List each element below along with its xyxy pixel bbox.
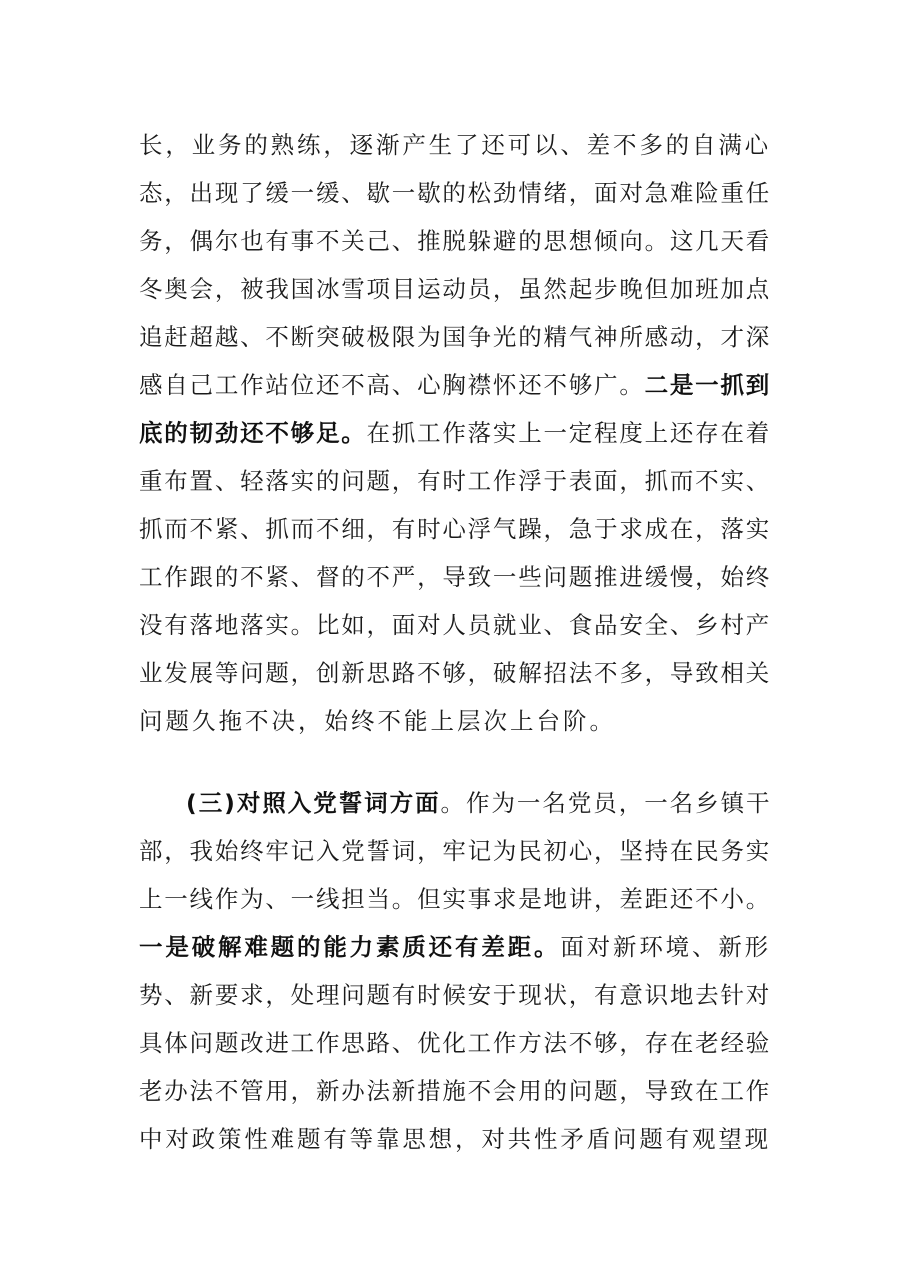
- text-segment: 面对新环境、新形: [560, 933, 772, 961]
- bold-text-segment: 一是破解难题的能力素质还有差距。: [139, 933, 561, 961]
- text-segment: 长，业务的熟练，逐渐产生了还可以、差不多的自满心: [139, 131, 771, 159]
- text-line: [139, 1115, 771, 1163]
- text-segment: 抓而不紧、抓而不细，有时心浮气躁，急于求成在，落实: [139, 515, 771, 543]
- text-segment: 上一线作为、一线担当。但实事求是地讲，差距还不小。: [139, 885, 771, 913]
- text-line: [139, 649, 771, 697]
- text-line: [139, 827, 771, 875]
- paragraph-2: [139, 779, 771, 1163]
- text-segment: 部，我始终牢记入党誓词，牢记为民初心，坚持在民务实: [139, 837, 771, 865]
- bold-text-segment: 二是一抓到: [644, 371, 771, 399]
- text-line: [139, 361, 771, 409]
- text-segment: 没有落地落实。比如，面对人员就业、食品安全、乡村产: [139, 611, 771, 639]
- text-line: [139, 505, 771, 553]
- text-segment: 态，出现了缓一缓、歇一歇的松劲情绪，面对急难险重任: [139, 179, 771, 207]
- text-line: [139, 169, 771, 217]
- bold-text-segment: (三)对照入党誓词方面: [186, 789, 441, 817]
- text-line: [139, 923, 771, 971]
- text-segment: 具体问题改进工作思路、优化工作方法不够，存在老经验: [139, 1029, 771, 1057]
- text-segment: 感自己工作站位还不高、心胸襟怀还不够广。: [139, 371, 645, 399]
- text-line: [139, 121, 771, 169]
- text-line: [139, 217, 771, 265]
- text-segment: 务，偶尔也有事不关己、推脱躲避的思想倾向。这几天看: [139, 227, 771, 255]
- text-line: [139, 875, 771, 923]
- text-line: [139, 601, 771, 649]
- text-line: [139, 553, 771, 601]
- text-segment: 问题久拖不决，始终不能上层次上台阶。: [139, 707, 616, 735]
- text-line: [139, 313, 771, 361]
- text-segment: 冬奥会，被我国冰雪项目运动员，虽然起步晚但加班加点: [139, 275, 771, 303]
- text-segment: 老办法不管用，新办法新措施不会用的问题，导致在工作: [139, 1077, 771, 1105]
- text-line: [139, 1019, 771, 1067]
- text-segment: 。作为一名党员，一名乡镇干: [440, 789, 772, 817]
- text-line: [139, 779, 771, 827]
- text-line: [139, 457, 771, 505]
- text-line: [139, 697, 771, 745]
- text-segment: 追赶超越、不断突破极限为国争光的精气神所感动，才深: [139, 323, 771, 351]
- text-segment: 重布置、轻落实的问题，有时工作浮于表面，抓而不实、: [139, 467, 771, 495]
- text-segment: 中对政策性难题有等靠思想，对共性矛盾问题有观望现: [139, 1125, 771, 1153]
- paragraph-1: [139, 121, 771, 745]
- text-line: [139, 971, 771, 1019]
- text-segment: 势、新要求，处理问题有时候安于现状，有意识地去针对: [139, 981, 771, 1009]
- text-line: [139, 265, 771, 313]
- text-segment: 在抓工作落实上一定程度上还存在着: [366, 419, 771, 447]
- text-segment: 业发展等问题，创新思路不够，破解招法不多，导致相关: [139, 659, 771, 687]
- text-segment: 工作跟的不紧、督的不严，导致一些问题推进缓慢，始终: [139, 563, 771, 591]
- bold-text-segment: 底的韧劲还不够足。: [139, 419, 367, 447]
- text-line: [139, 409, 771, 457]
- text-line: [139, 1067, 771, 1115]
